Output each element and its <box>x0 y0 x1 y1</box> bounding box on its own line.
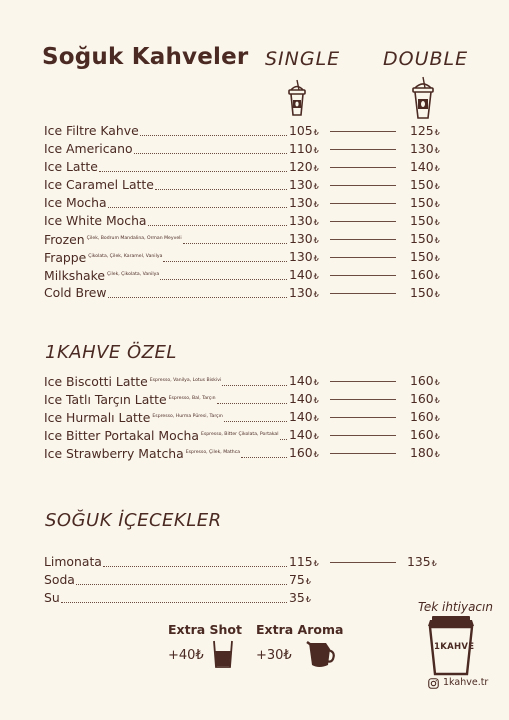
dot-leader <box>134 153 287 154</box>
double-price-value: 150 <box>410 285 434 300</box>
menu-row <box>44 284 444 302</box>
extra-shot-label: Extra Shot <box>168 622 242 637</box>
single-price <box>289 571 311 591</box>
double-price <box>410 426 440 446</box>
lira-sign: ₺ <box>313 450 319 459</box>
double-price <box>410 158 440 178</box>
double-price-value: 160 <box>410 391 434 406</box>
single-price <box>289 284 319 304</box>
item-ingredients: Çilek, Bodrum Mandalina, Orman Meyveli <box>86 236 182 241</box>
single-price <box>289 266 319 286</box>
lira-sign: ₺ <box>434 432 440 441</box>
item-name <box>44 426 279 445</box>
double-price-value: 140 <box>410 159 434 174</box>
price-separator <box>330 203 396 204</box>
menu-row <box>44 176 444 194</box>
menu-row <box>44 372 444 390</box>
dot-leader <box>155 189 287 190</box>
lira-sign: ₺ <box>313 378 319 387</box>
double-price <box>410 176 440 196</box>
item-name <box>44 390 216 409</box>
lira-sign: ₺ <box>313 218 319 227</box>
single-price-value: 120 <box>289 159 313 174</box>
special-section-title: 1KAHVE ÖZEL <box>45 342 177 363</box>
menu-row <box>44 266 444 284</box>
dot-leader <box>148 225 287 226</box>
lira-sign: ₺ <box>313 272 319 281</box>
slogan: Tek ihtiyacın <box>418 600 493 614</box>
single-price-value: 140 <box>289 373 313 388</box>
item-name-text: Ice Biscotti Latte <box>44 374 148 389</box>
menu-row <box>44 248 444 266</box>
single-price-value: 140 <box>289 409 313 424</box>
menu-row <box>44 426 444 444</box>
dot-leader <box>140 135 287 136</box>
single-price-value: 105 <box>289 123 313 138</box>
lira-sign: ₺ <box>434 200 440 209</box>
item-name-text: Ice Caramel Latte <box>44 177 154 192</box>
item-name <box>44 140 133 158</box>
lira-sign: ₺ <box>434 182 440 191</box>
item-ingredients: Espresso, Vanilya, Lotus Biskivi <box>149 378 222 383</box>
item-name-text: Limonata <box>44 554 102 569</box>
menu-row <box>44 444 444 462</box>
double-price-value: 160 <box>410 373 434 388</box>
menu-row <box>44 408 444 426</box>
price-separator <box>330 221 396 222</box>
instagram-handle: 1kahve.tr <box>443 677 489 688</box>
extra-shot-price: +40₺ <box>168 648 204 663</box>
dot-leader <box>108 207 287 208</box>
double-price <box>410 140 440 160</box>
lira-sign: ₺ <box>434 164 440 173</box>
menu-title: Soğuk Kahveler <box>42 44 249 70</box>
single-price <box>289 372 319 392</box>
price-separator <box>330 435 396 436</box>
dot-leader <box>103 566 287 567</box>
item-name <box>44 212 147 230</box>
price-separator <box>330 275 396 276</box>
item-name <box>44 158 98 176</box>
double-price <box>410 390 440 410</box>
drinks-section-title: SOĞUK İÇECEKLER <box>45 510 222 531</box>
item-name-text: Su <box>44 590 60 605</box>
single-price-value: 130 <box>289 231 313 246</box>
dot-leader <box>163 261 287 262</box>
dot-leader <box>160 279 287 280</box>
menu-row <box>44 390 444 408</box>
lira-sign: ₺ <box>305 595 311 604</box>
double-price-value: 160 <box>410 267 434 282</box>
item-name <box>44 408 223 427</box>
single-price-value: 75 <box>289 572 305 587</box>
lira-sign: ₺ <box>313 182 319 191</box>
menu-row <box>44 158 444 176</box>
price-separator <box>330 381 396 382</box>
item-name <box>44 176 154 194</box>
single-price <box>289 408 319 428</box>
dot-leader <box>108 297 287 298</box>
single-price-value: 35 <box>289 590 305 605</box>
lira-sign: ₺ <box>434 272 440 281</box>
dot-leader <box>222 385 287 386</box>
lira-sign: ₺ <box>434 128 440 137</box>
lira-sign: ₺ <box>434 254 440 263</box>
single-price <box>289 426 319 446</box>
item-name <box>44 372 221 391</box>
lira-sign: ₺ <box>313 432 319 441</box>
double-price <box>410 372 440 392</box>
double-price <box>410 266 440 286</box>
menu-row <box>44 553 444 571</box>
single-price-value: 130 <box>289 195 313 210</box>
lira-sign: ₺ <box>313 236 319 245</box>
item-name-text: Milkshake <box>44 268 106 283</box>
lira-sign: ₺ <box>434 218 440 227</box>
menu-row <box>44 212 444 230</box>
espresso-glass-icon <box>212 639 234 669</box>
double-price <box>410 212 440 232</box>
single-column-header: SINGLE <box>265 48 341 70</box>
single-price <box>289 444 319 464</box>
price-separator <box>330 293 396 294</box>
lira-sign: ₺ <box>313 396 319 405</box>
item-name-text: Ice Tatlı Tarçın Latte <box>44 392 167 407</box>
single-price <box>289 212 319 232</box>
item-name-text: Ice Hurmalı Latte <box>44 410 151 425</box>
price-separator <box>330 562 396 563</box>
dot-leader <box>241 457 287 458</box>
double-price-value: 150 <box>410 177 434 192</box>
item-name-text: Frappe <box>44 250 87 265</box>
item-name <box>44 230 182 249</box>
extra-aroma-label: Extra Aroma <box>256 622 344 637</box>
item-ingredients: Espresso, Bal, Tarçın <box>168 396 216 401</box>
item-name <box>44 553 102 571</box>
single-price <box>289 158 319 178</box>
item-name-text: Ice Filtre Kahve <box>44 123 139 138</box>
item-ingredients: Çikolata, Çilek, Karamel, Vanilya <box>88 254 163 259</box>
single-price <box>289 194 319 214</box>
single-price <box>289 176 319 196</box>
menu-row <box>44 122 444 140</box>
lira-sign: ₺ <box>434 236 440 245</box>
double-column-header: DOUBLE <box>383 48 469 70</box>
lira-sign: ₺ <box>313 200 319 209</box>
item-name-text: Ice Mocha <box>44 195 107 210</box>
double-price-value: 125 <box>410 123 434 138</box>
single-price-value: 130 <box>289 249 313 264</box>
double-price-value: 160 <box>410 409 434 424</box>
item-name <box>44 589 60 607</box>
price-separator <box>330 417 396 418</box>
double-price <box>410 444 440 464</box>
item-name-text: Ice Strawberry Matcha <box>44 446 184 461</box>
item-name <box>44 194 107 212</box>
single-price-value: 140 <box>289 267 313 282</box>
lira-sign: ₺ <box>434 414 440 423</box>
iced-cup-single-icon <box>286 78 308 118</box>
lira-sign: ₺ <box>434 396 440 405</box>
double-price-value: 160 <box>410 427 434 442</box>
item-name <box>44 284 107 302</box>
price-separator <box>330 239 396 240</box>
menu-row <box>44 571 444 589</box>
dot-leader <box>217 403 287 404</box>
item-name <box>44 248 162 267</box>
lira-sign: ₺ <box>313 146 319 155</box>
single-price-value: 160 <box>289 445 313 460</box>
double-price <box>410 284 440 304</box>
price-separator <box>330 149 396 150</box>
dot-leader <box>183 243 287 244</box>
extra-aroma-price: +30₺ <box>256 648 292 663</box>
syrup-pitcher-icon <box>306 639 338 669</box>
lira-sign: ₺ <box>434 146 440 155</box>
single-price <box>289 553 319 573</box>
price-separator <box>330 167 396 168</box>
item-name-text: Ice Americano <box>44 141 133 156</box>
single-price-value: 140 <box>289 391 313 406</box>
single-price-value: 130 <box>289 213 313 228</box>
double-price-value: 130 <box>410 141 434 156</box>
item-name <box>44 122 139 140</box>
single-price-value: 130 <box>289 285 313 300</box>
price-separator <box>330 399 396 400</box>
single-price-value: 130 <box>289 177 313 192</box>
logo-text: 1KAHVE <box>434 642 475 652</box>
dot-leader <box>99 171 287 172</box>
price-separator <box>330 131 396 132</box>
double-price-value: 150 <box>410 249 434 264</box>
item-name <box>44 444 240 463</box>
double-price <box>410 122 440 142</box>
item-ingredients: Espresso, Hurma Püresi, Tarçın <box>152 414 223 419</box>
double-price <box>410 248 440 268</box>
double-price-value: 150 <box>410 213 434 228</box>
double-price <box>407 553 437 573</box>
lira-sign: ₺ <box>434 290 440 299</box>
lira-sign: ₺ <box>313 254 319 263</box>
single-price <box>289 390 319 410</box>
single-price <box>289 589 311 609</box>
lira-sign: ₺ <box>313 164 319 173</box>
double-price-value: 150 <box>410 231 434 246</box>
item-name-text: Cold Brew <box>44 285 107 300</box>
menu-row <box>44 140 444 158</box>
dot-leader <box>76 584 287 585</box>
menu-row <box>44 230 444 248</box>
item-name-text: Frozen <box>44 232 85 247</box>
lira-sign: ₺ <box>305 577 311 586</box>
item-ingredients: Espresso, Bitter Çikolata, Portakal <box>200 432 279 437</box>
item-name-text: Ice Bitter Portakal Mocha <box>44 428 199 443</box>
instagram-icon <box>428 678 439 689</box>
double-price <box>410 194 440 214</box>
single-price <box>289 140 319 160</box>
lira-sign: ₺ <box>434 378 440 387</box>
price-separator <box>330 257 396 258</box>
item-name-text: Ice White Mocha <box>44 213 147 228</box>
dot-leader <box>280 439 287 440</box>
double-price-value: 150 <box>410 195 434 210</box>
single-price-value: 110 <box>289 141 313 156</box>
item-name-text: Soda <box>44 572 75 587</box>
item-name <box>44 266 159 285</box>
single-price <box>289 248 319 268</box>
menu-row <box>44 194 444 212</box>
lira-sign: ₺ <box>313 290 319 299</box>
item-name <box>44 571 75 589</box>
item-name-text: Ice Latte <box>44 159 98 174</box>
single-price-value: 115 <box>289 554 313 569</box>
menu-row <box>44 589 444 607</box>
single-price-value: 140 <box>289 427 313 442</box>
lira-sign: ₺ <box>313 414 319 423</box>
lira-sign: ₺ <box>431 559 437 568</box>
price-separator <box>330 453 396 454</box>
double-price-value: 135 <box>407 554 431 569</box>
double-price-value: 180 <box>410 445 434 460</box>
lira-sign: ₺ <box>313 128 319 137</box>
single-price <box>289 122 319 142</box>
price-separator <box>330 185 396 186</box>
item-ingredients: Espresso, Çilek, Mathca <box>185 450 241 455</box>
dot-leader <box>61 602 287 603</box>
iced-cup-double-icon <box>410 76 436 120</box>
double-price <box>410 230 440 250</box>
single-price <box>289 230 319 250</box>
item-ingredients: Çilek, Çikolata, Vanilya <box>107 272 160 277</box>
dot-leader <box>224 421 287 422</box>
lira-sign: ₺ <box>434 450 440 459</box>
lira-sign: ₺ <box>313 559 319 568</box>
double-price <box>410 408 440 428</box>
